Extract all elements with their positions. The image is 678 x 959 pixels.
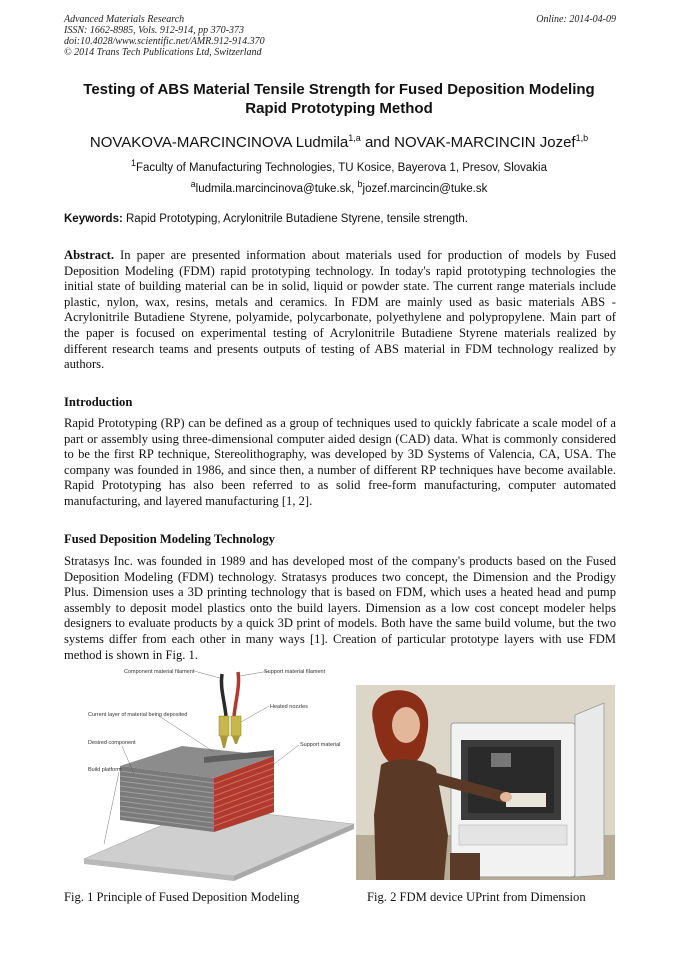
email-a-link[interactable]: ludmila.marcincinova@tuke.sk (195, 182, 352, 195)
label-component-filament: Component material filament (124, 669, 195, 675)
figure-2-caption: Fig. 2 FDM device UPrint from Dimension (367, 890, 586, 904)
issn-line: ISSN: 1662-8985, Vols. 912-914, pp 370-373 (64, 25, 244, 36)
online-date: Online: 2014-04-09 (536, 14, 616, 25)
abstract-text: In paper are presented information about materials used for production of models by Fused Deposition Modeling (FDM) rapid prototyping technology. In today's rapid prototyping technologies the initial state of building material can be in solid, liquid or powder state. The current range materials include plastic, nylon, wax, resins, metals and ceramics. In FDM are mainly used as basic materials ABS - Acrylonitrile Butadiene Styrene, polyamide, polycarbonate, polyethylene and polypropylene. Main part of the paper is focused on experimental testing of Acrylonitrile Butadiene Styrene materials realized by different research teams and presents outputs of testing of ABS material in FDM technology realized by authors. (64, 248, 616, 372)
journal-name: Advanced Materials Research (64, 14, 185, 25)
author-1-affil: 1,a (348, 133, 361, 143)
author-1: NOVAKOVA-MARCINCINOVA Ludmila (89, 134, 349, 151)
label-current-layer: Current layer of material being deposited (88, 712, 188, 718)
author-2: NOVAK-MARCINCIN Jozef (394, 134, 576, 151)
support-filament-line (234, 672, 239, 716)
affiliation-marker: 1 (130, 158, 136, 168)
introduction-paragraph: Rapid Prototyping (RP) can be defined as a group of techniques used to quickly fabricate a scale model of a part or assembly using three-dimensional computer aided design (CAD) data. What is commonly considered to be the first RP technique, Stereolithography, was developed by 3D Systems of Valencia, CA, USA. The company was founded in 1986, and since then, a number of different RP techniques have become available. Rapid Prototyping has also been referred to as solid free-form manufacturing, computer automated manufacturing, and layered manufacturing [1, 2]. (64, 416, 616, 508)
operator-face (392, 707, 420, 743)
email-b-marker: b (357, 179, 363, 189)
component-filament-line (221, 674, 226, 716)
abstract (64, 248, 616, 373)
wooden-cabinet (450, 853, 480, 880)
label-support-filament: Support material filament (264, 669, 326, 675)
nozzle-tip-right (232, 736, 240, 744)
figure-1-fdm-diagram (64, 664, 356, 882)
nozzle-left (219, 716, 229, 736)
email-a-marker: a (190, 179, 196, 189)
section-heading-fdm: Fused Deposition Modeling Technology (64, 532, 275, 546)
paper-title (50, 80, 628, 118)
title-line-2: Rapid Prototyping Method (245, 100, 433, 117)
email-b-link[interactable]: jozef.marcincin@tuke.sk (362, 182, 488, 195)
label-heated-nozzles: Heated nozzles (270, 704, 308, 710)
keywords-label: Keywords: (64, 213, 123, 225)
label-support-material: Support material (300, 742, 341, 748)
section-heading-introduction: Introduction (64, 395, 133, 409)
label-build-platform: Build platform (88, 767, 122, 773)
nozzle-tip-left (220, 736, 228, 748)
abstract-label: Abstract. (64, 248, 115, 262)
author-list (40, 129, 638, 152)
operator-hand (500, 792, 512, 802)
nozzle-right (231, 716, 241, 736)
author-2-affil: 1,b (575, 133, 589, 143)
journal-header (64, 14, 616, 58)
label-desired-component: Desired component (88, 740, 136, 746)
printer-door (575, 703, 604, 877)
printer-drawer (459, 825, 567, 845)
affiliation-text: Faculty of Manufacturing Technologies, TU Kosice, Bayerova 1, Presov, Slovakia (136, 161, 548, 174)
fdm-paragraph: Stratasys Inc. was founded in 1989 and has developed most of the company's products based on the Fused Deposition Modeling (FDM) technology. Stratasys produces two concept, the Dimension and the Prodigy Plus. Dimension uses a 3D printing technology that is based on FDM, which uses a heated head and pump assembly to deposit model plastics onto the build layers. Dimension as a low cost concept modeler helps designers to evaluate products by a quick 3D print of models. Both have the same build volume, but the two systems differ from each other in many ways [1]. Creation of particular prototype layers with use FDM method is shown in Fig. 1. (64, 554, 616, 662)
author-conjunction: and (360, 134, 395, 151)
author-emails (40, 177, 638, 196)
affiliation (40, 156, 638, 175)
print-tray (506, 793, 546, 807)
copyright-line: © 2014 Trans Tech Publications Ltd, Switzerland (64, 47, 262, 58)
title-line-1: Testing of ABS Material Tensile Strength for Fused Deposition Modeling (83, 81, 595, 98)
keywords-text: Rapid Prototyping, Acrylonitrile Butadiene Styrene, tensile strength. (122, 213, 468, 225)
keywords (64, 212, 616, 226)
print-head (491, 753, 511, 767)
figure-2-device-photo (356, 685, 615, 880)
doi-line: doi:10.4028/www.scientific.net/AMR.912-914.370 (64, 36, 265, 47)
figure-1-caption: Fig. 1 Principle of Fused Deposition Modeling (64, 890, 300, 904)
email-separator: , (351, 182, 358, 195)
